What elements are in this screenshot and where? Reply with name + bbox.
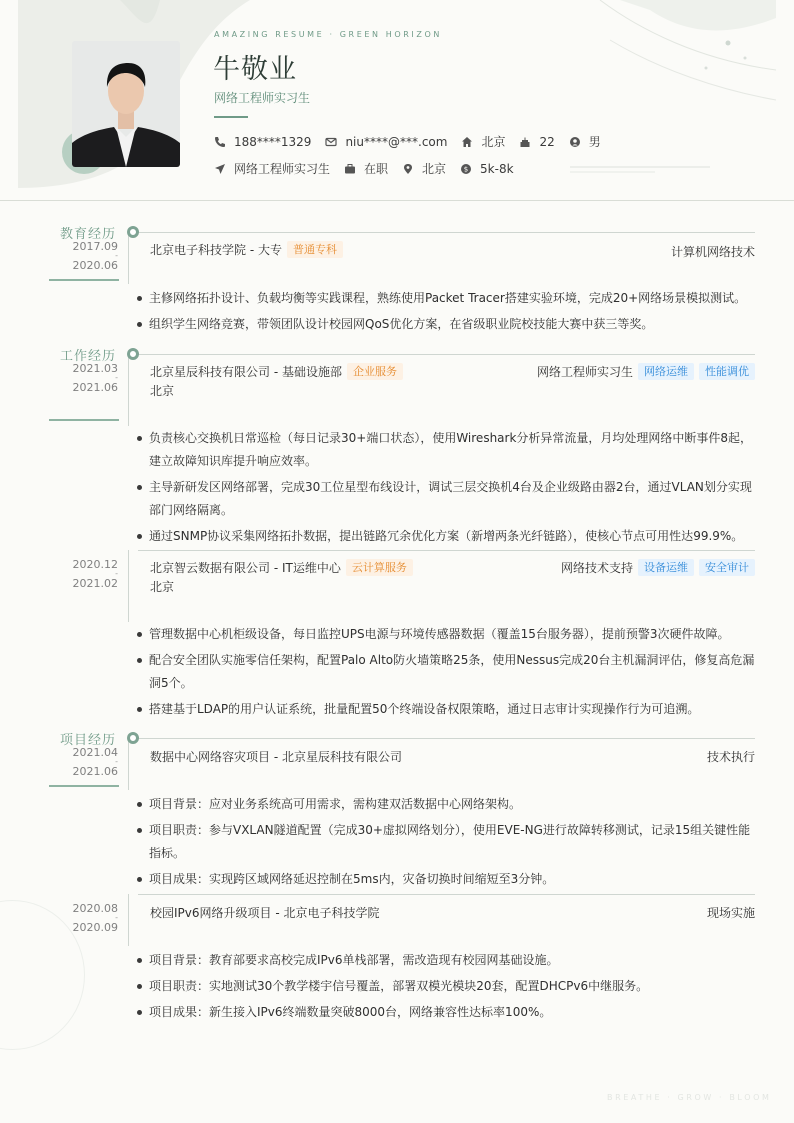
section-title-work: 工作经历 (60, 349, 117, 364)
list-item: 主导新研发区网络部署，完成30工位星型布线设计，调试三层交换机4台及企业级路由器2台，通过VLAN划分实现部门网络隔离。 (137, 476, 757, 522)
list-item: 项目背景：应对业务系统高可用需求，需构建双活数据中心网络架构。 (137, 793, 757, 816)
date-underline (49, 785, 119, 787)
education-major: 计算机网络技术 (670, 245, 755, 259)
target-city-text: 北京 (422, 162, 447, 176)
gender-item (569, 133, 601, 150)
work-role-row (561, 559, 755, 576)
age-text: 22 (539, 134, 555, 149)
entry-divider (138, 232, 755, 233)
date-range (60, 903, 118, 933)
location-item (461, 133, 505, 150)
project-name: 校园IPv6网络升级项目 - 北京电子科技学院 (150, 906, 380, 920)
target-job-item (214, 160, 330, 177)
target-city-item (402, 160, 446, 177)
job-role: 网络工程师实习生 (536, 365, 633, 379)
candidate-name: 牛敬业 (213, 54, 297, 85)
cake-icon (519, 136, 531, 148)
timeline-line (128, 894, 129, 946)
header-divider (0, 200, 794, 201)
school-name: 北京电子科技学院 - 大专 (150, 243, 282, 257)
project-name: 数据中心网络容灾项目 - 北京星辰科技有限公司 (150, 750, 402, 764)
degree-badge: 普通专科 (287, 241, 343, 258)
date-separator: - (115, 757, 118, 766)
project-bullets (137, 793, 757, 894)
svg-text:$: $ (463, 165, 469, 173)
date-underline (49, 279, 119, 281)
location-text: 北京 (481, 135, 506, 149)
job-intent-row (214, 160, 528, 177)
title-underline (214, 116, 248, 118)
list-item: 搭建基于LDAP的用户认证系统，批量配置50个终端设备权限策略，通过日志审计实现操作行为可追溯。 (137, 698, 757, 721)
salary-text: 5k-8k (480, 161, 514, 176)
list-item: 组织学生网络竞赛，带领团队设计校园网QoS优化方案，在省级职业院校技能大赛中获三等奖。 (137, 313, 757, 336)
work-company-row (150, 363, 403, 380)
industry-badge: 企业服务 (347, 363, 403, 380)
work-city: 北京 (150, 384, 175, 398)
date-start: 2020.08 (72, 902, 118, 915)
date-start: 2017.09 (72, 240, 118, 253)
status-text: 在职 (364, 162, 389, 176)
entry-divider (138, 354, 755, 355)
company-name: 北京智云数据有限公司 - IT运维中心 (150, 561, 341, 575)
timeline-node (127, 226, 139, 238)
work-bullets (137, 623, 757, 724)
job-role: 网络技术支持 (560, 561, 633, 575)
list-item: 项目成果：实现跨区域网络延迟控制在5ms内，灾备切换时间缩短至3分钟。 (137, 868, 757, 891)
gender-text: 男 (588, 135, 601, 149)
list-item: 项目成果：新生接入IPv6终端数量突破8000台，网络兼容性达标率100%。 (137, 1001, 757, 1024)
date-range (60, 363, 118, 393)
list-item: 负责核心交换机日常巡检（每日记录30+端口状态），使用Wireshark分析异常流量，月均处理网络中断事件8起，建立故障知识库提升响应效率。 (137, 427, 757, 473)
project-role: 技术执行 (706, 750, 755, 764)
work-company-row (150, 559, 413, 576)
date-range (60, 241, 118, 271)
section-title-projects: 项目经历 (60, 733, 117, 748)
map-pin-icon (402, 163, 414, 175)
project-role: 现场实施 (706, 906, 755, 920)
list-item: 管理数据中心机柜级设备，每日监控UPS电源与环境传感器数据（覆盖15台服务器），提前预警3次硬件故障。 (137, 623, 757, 646)
header-deco-lines (570, 166, 720, 176)
date-separator: - (115, 569, 118, 578)
timeline-node (127, 348, 139, 360)
contact-row (214, 133, 615, 150)
target-job-text: 网络工程师实习生 (234, 162, 331, 176)
skill-tag: 设备运维 (638, 559, 694, 576)
status-item (344, 160, 388, 177)
candidate-title: 网络工程师实习生 (214, 91, 311, 105)
education-bullets (137, 287, 757, 339)
resume-header (0, 0, 794, 202)
coin-icon (460, 163, 472, 175)
education-school-row (150, 241, 343, 258)
list-item: 配合安全团队实施零信任架构，配置Palo Alto防火墙策略25条，使用Nessus完成20台主机漏洞评估，修复高危漏洞5个。 (137, 649, 757, 695)
skill-tag: 网络运维 (638, 363, 694, 380)
timeline-line (128, 354, 129, 426)
send-icon (214, 163, 226, 175)
home-icon (461, 136, 473, 148)
date-underline (49, 419, 119, 421)
gender-icon (569, 136, 581, 148)
project-bullets (137, 949, 757, 1027)
list-item: 项目职责：实地测试30个教学楼宇信号覆盖，部署双模光模块20套，配置DHCPv6中继服务。 (137, 975, 757, 998)
date-end: 2020.06 (72, 259, 118, 272)
email-address: niu****@***.com (345, 134, 448, 149)
list-item: 项目职责：参与VXLAN隧道配置（完成30+虚拟网络划分），使用EVE-NG进行故障转移测试，记录15组关键性能指标。 (137, 819, 757, 865)
timeline-line (128, 550, 129, 622)
phone-number: 188****1329 (234, 134, 312, 149)
work-role-row (537, 363, 755, 380)
date-end: 2021.02 (72, 577, 118, 590)
brand-text: AMAZING RESUME · GREEN HORIZON (214, 30, 442, 39)
timeline-node (127, 732, 139, 744)
skill-tag: 安全审计 (699, 559, 755, 576)
profile-photo (72, 41, 180, 167)
briefcase-icon (344, 163, 356, 175)
industry-badge: 云计算服务 (346, 559, 413, 576)
skill-tag: 性能调优 (699, 363, 755, 380)
date-end: 2021.06 (72, 381, 118, 394)
timeline-line (128, 738, 129, 790)
date-range (60, 559, 118, 589)
date-start: 2020.12 (72, 558, 118, 571)
phone-item (214, 135, 311, 149)
work-city: 北京 (150, 580, 175, 594)
salary-item (460, 162, 514, 176)
email-item (325, 135, 447, 149)
company-name: 北京星辰科技有限公司 - 基础设施部 (150, 365, 342, 379)
timeline-line (128, 232, 129, 284)
work-bullets (137, 427, 757, 551)
entry-divider (138, 894, 755, 895)
date-range (60, 747, 118, 777)
phone-icon (214, 136, 226, 148)
date-start: 2021.04 (72, 746, 118, 759)
age-item (519, 135, 554, 149)
date-separator: - (115, 251, 118, 260)
section-title-education: 教育经历 (60, 227, 117, 242)
entry-divider (138, 550, 755, 551)
entry-divider (138, 738, 755, 739)
footer-brand: BREATHE · GROW · BLOOM (607, 1093, 772, 1102)
date-separator: - (115, 373, 118, 382)
date-separator: - (115, 913, 118, 922)
date-start: 2021.03 (72, 362, 118, 375)
mail-icon (325, 136, 337, 148)
date-end: 2021.06 (72, 765, 118, 778)
date-end: 2020.09 (72, 921, 118, 934)
list-item: 主修网络拓扑设计、负载均衡等实践课程，熟练使用Packet Tracer搭建实验环境，完成20+网络场景模拟测试。 (137, 287, 757, 310)
list-item: 通过SNMP协议采集网络拓扑数据，提出链路冗余优化方案（新增两条光纤链路），使核心节点可用性达99.9%。 (137, 525, 757, 548)
list-item: 项目背景：教育部要求高校完成IPv6单栈部署，需改造现有校园网基础设施。 (137, 949, 757, 972)
